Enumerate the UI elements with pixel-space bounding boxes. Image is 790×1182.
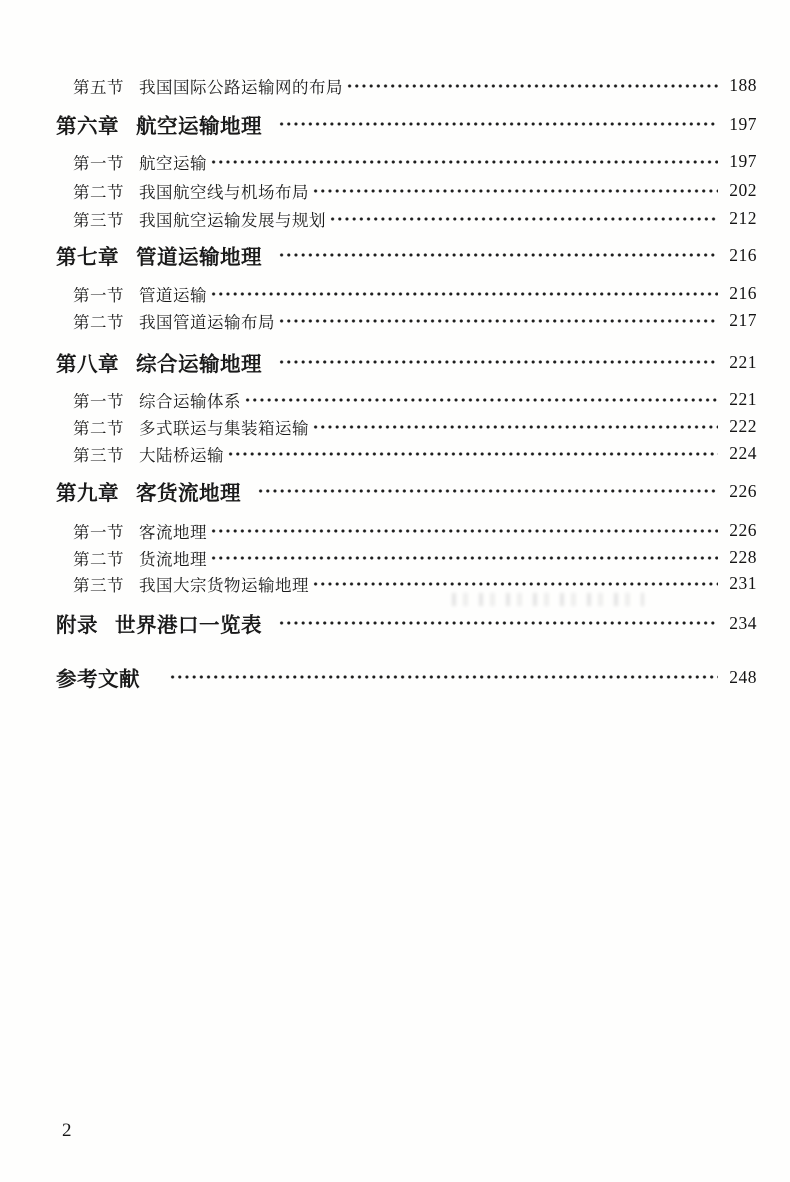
dot-leader bbox=[210, 280, 718, 307]
toc-entry-label: 第一节 bbox=[73, 154, 124, 173]
dot-leader bbox=[278, 608, 718, 638]
dot-leader bbox=[227, 440, 718, 467]
dot-leader bbox=[257, 476, 718, 506]
dot-leader bbox=[210, 517, 718, 544]
toc-entry-label: 第二节 bbox=[73, 183, 124, 202]
scan-smudge bbox=[452, 593, 644, 606]
toc-entry-page: 224 bbox=[729, 443, 757, 463]
toc-entry-title: 我国管道运输布局 bbox=[139, 313, 275, 332]
toc-entry-label: 第三节 bbox=[73, 446, 124, 465]
toc-entry-page: 226 bbox=[729, 480, 757, 501]
dot-leader bbox=[244, 386, 718, 413]
toc-entry bbox=[73, 307, 757, 334]
toc-entry-label: 第二节 bbox=[73, 550, 124, 569]
toc-entry bbox=[73, 440, 757, 467]
dot-leader bbox=[278, 109, 718, 139]
toc-entry-title: 我国大宗货物运输地理 bbox=[139, 576, 309, 595]
toc-entry-label: 第一节 bbox=[73, 286, 124, 305]
dot-leader bbox=[346, 72, 718, 99]
toc-entry-label: 参考文献 bbox=[56, 668, 140, 691]
toc-entry bbox=[73, 177, 757, 204]
dot-leader bbox=[312, 177, 718, 204]
page-number: 2 bbox=[62, 1120, 72, 1141]
dot-leader bbox=[329, 205, 718, 232]
dot-leader bbox=[312, 413, 718, 440]
toc-entry-page: 222 bbox=[729, 416, 757, 436]
toc-entry-page: 248 bbox=[729, 666, 757, 687]
toc-entry-label: 第八章 bbox=[56, 353, 119, 376]
toc-entry bbox=[56, 662, 757, 692]
toc-entry-page: 216 bbox=[729, 283, 757, 303]
toc-entry-label: 第二节 bbox=[73, 419, 124, 438]
toc-entry bbox=[73, 570, 757, 597]
toc-entry-page: 221 bbox=[729, 389, 757, 409]
toc-entry-title: 我国国际公路运输网的布局 bbox=[139, 78, 343, 97]
toc-entry-label: 第六章 bbox=[56, 115, 119, 138]
toc-entry-title: 世界港口一览表 bbox=[115, 614, 262, 637]
toc-entry-page: 228 bbox=[729, 547, 757, 567]
toc-entry-page: 221 bbox=[729, 351, 757, 372]
toc-entry bbox=[56, 347, 757, 377]
toc-entry-page: 197 bbox=[729, 113, 757, 134]
toc-entry-page: 212 bbox=[729, 208, 757, 228]
toc-entry bbox=[73, 413, 757, 440]
toc-entry-title: 航空运输 bbox=[139, 154, 207, 173]
dot-leader bbox=[210, 544, 718, 571]
toc-entry-title: 客流地理 bbox=[139, 523, 207, 542]
toc-entry bbox=[73, 544, 757, 571]
toc-entry-label: 第一节 bbox=[73, 523, 124, 542]
toc-entry-label: 第二节 bbox=[73, 313, 124, 332]
toc-entry-title: 我国航空线与机场布局 bbox=[139, 183, 309, 202]
toc-entry-label: 附录 bbox=[56, 614, 98, 637]
toc-entry-page: 197 bbox=[729, 151, 757, 171]
dot-leader bbox=[210, 148, 718, 175]
toc-entry-title: 货流地理 bbox=[139, 550, 207, 569]
toc-entry bbox=[73, 148, 757, 175]
toc-entry-title: 综合运输地理 bbox=[136, 353, 262, 376]
toc-entry bbox=[56, 608, 757, 638]
toc-entry-title: 管道运输 bbox=[139, 286, 207, 305]
toc-entry-page: 217 bbox=[729, 310, 757, 330]
toc-entry-page: 216 bbox=[729, 244, 757, 265]
toc-entry-title: 我国航空运输发展与规划 bbox=[139, 211, 326, 230]
toc-entry bbox=[73, 280, 757, 307]
toc-entry-page: 202 bbox=[729, 180, 757, 200]
toc-entry-title: 多式联运与集装箱运输 bbox=[139, 419, 309, 438]
toc-entry-label: 第三节 bbox=[73, 576, 124, 595]
toc-entry-label: 第五节 bbox=[73, 78, 124, 97]
toc-entry-title: 客货流地理 bbox=[136, 482, 241, 505]
toc-entry bbox=[73, 517, 757, 544]
toc-entry-title: 管道运输地理 bbox=[136, 246, 262, 269]
toc-entry-title: 综合运输体系 bbox=[139, 392, 241, 411]
toc-entry bbox=[56, 476, 757, 506]
toc-entry bbox=[73, 386, 757, 413]
toc-entry-label: 第九章 bbox=[56, 482, 119, 505]
toc-entry-label: 第三节 bbox=[73, 211, 124, 230]
toc-entry-title: 大陆桥运输 bbox=[139, 446, 224, 465]
toc-entry bbox=[73, 72, 757, 99]
dot-leader bbox=[278, 307, 718, 334]
toc-entry bbox=[56, 109, 757, 139]
toc-entry-page: 231 bbox=[729, 573, 757, 593]
toc-entry-page: 234 bbox=[729, 612, 757, 633]
dot-leader bbox=[169, 662, 718, 692]
toc-entry-page: 188 bbox=[729, 75, 757, 95]
toc-entry-label: 第一节 bbox=[73, 392, 124, 411]
toc-entry-label: 第七章 bbox=[56, 246, 119, 269]
dot-leader bbox=[278, 347, 718, 377]
toc-entry-page: 226 bbox=[729, 520, 757, 540]
dot-leader bbox=[278, 240, 718, 270]
toc-entry bbox=[56, 240, 757, 270]
toc-entry bbox=[73, 205, 757, 232]
toc-entry-title: 航空运输地理 bbox=[136, 115, 262, 138]
